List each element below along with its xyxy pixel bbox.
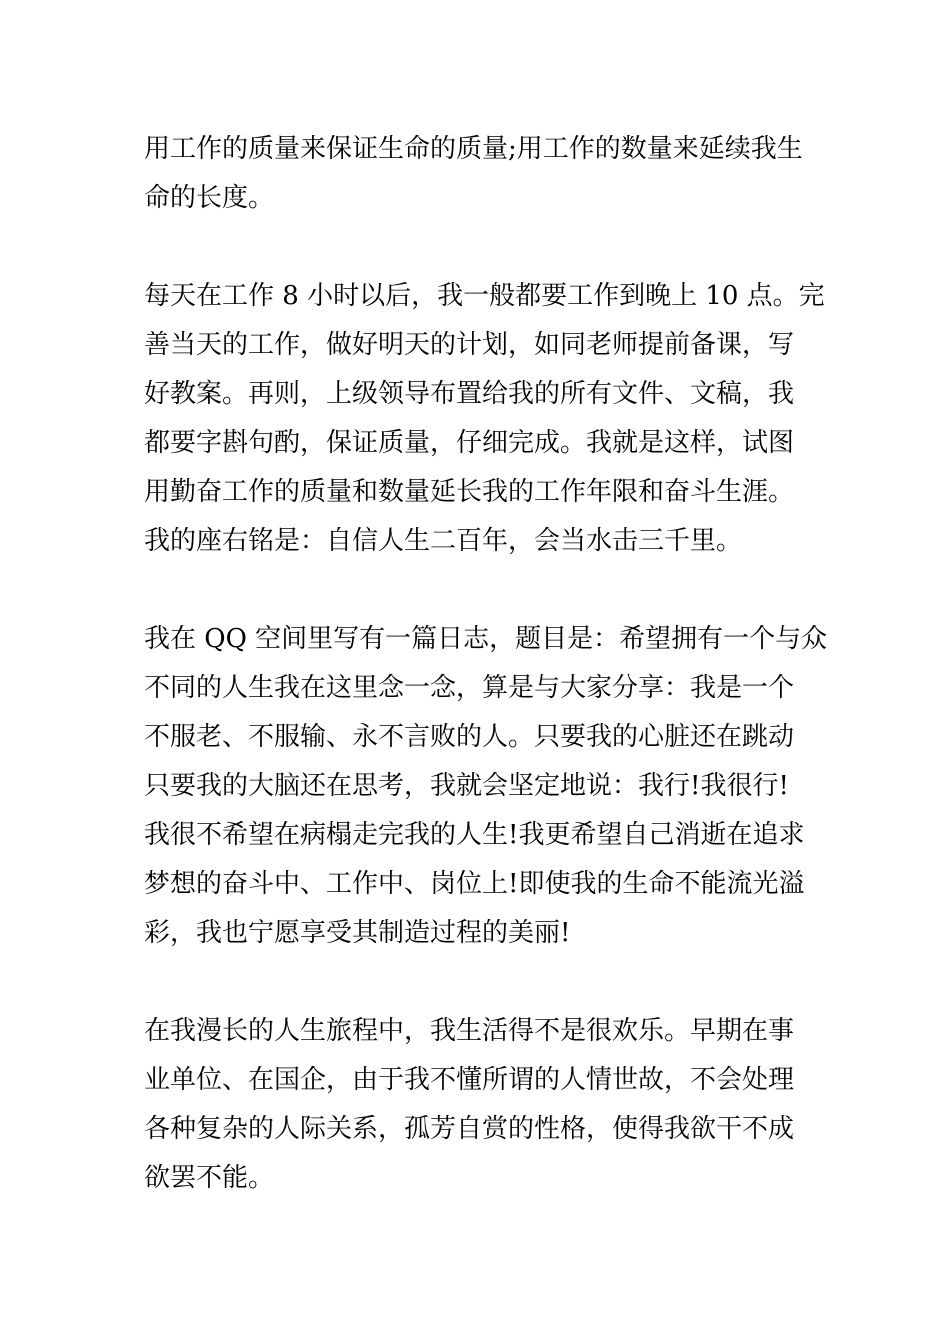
text-line: 梦想的奋斗中、工作中、岗位上!即使我的生命不能流光溢 xyxy=(144,869,805,899)
text-line: 只要我的大脑还在思考，我就会坚定地说：我行!我很行! xyxy=(144,771,789,801)
text-line: 都要字斟句酌，保证质量，仔细完成。我就是这样，试图 xyxy=(144,428,795,458)
text-line: 我在 QQ 空间里写有一篇日志，题目是：希望拥有一个与众 xyxy=(144,624,828,654)
document-page xyxy=(144,125,828,1252)
text-line: 好教案。再则，上级领导布置给我的所有文件、文稿，我 xyxy=(144,379,795,409)
text-line: 善当天的工作，做好明天的计划，如同老师提前备课，写 xyxy=(144,330,795,360)
text-line: 业单位、在国企，由于我不懂所谓的人情世故，不会处理 xyxy=(144,1065,795,1095)
paragraph-3 xyxy=(144,615,828,958)
paragraph-4 xyxy=(144,1007,809,1203)
text-line: 用工作的质量来保证生命的质量;用工作的数量来延续我生 xyxy=(144,134,803,164)
text-line: 各种复杂的人际关系，孤芳自赏的性格，使得我欲干不成 xyxy=(144,1114,795,1144)
text-line: 欲罢不能。 xyxy=(144,1163,275,1193)
text-line: 我的座右铭是：自信人生二百年，会当水击三千里。 xyxy=(144,526,743,556)
text-line: 不服老、不服输、永不言败的人。只要我的心脏还在跳动 xyxy=(144,722,795,752)
text-line: 彩，我也宁愿享受其制造过程的美丽! xyxy=(144,918,571,948)
paragraph-2 xyxy=(144,272,825,566)
text-line: 我很不希望在病榻走完我的人生!我更希望自己消逝在追求 xyxy=(144,820,805,850)
text-line: 不同的人生我在这里念一念，算是与大家分享：我是一个 xyxy=(144,673,795,703)
text-line: 命的长度。 xyxy=(144,183,275,213)
text-line: 在我漫长的人生旅程中，我生活得不是很欢乐。早期在事 xyxy=(144,1016,795,1046)
paragraph-1 xyxy=(144,125,809,223)
text-line: 用勤奋工作的质量和数量延长我的工作年限和奋斗生涯。 xyxy=(144,477,795,507)
text-line: 每天在工作 8 小时以后，我一般都要工作到晚上 10 点。完 xyxy=(144,281,825,311)
